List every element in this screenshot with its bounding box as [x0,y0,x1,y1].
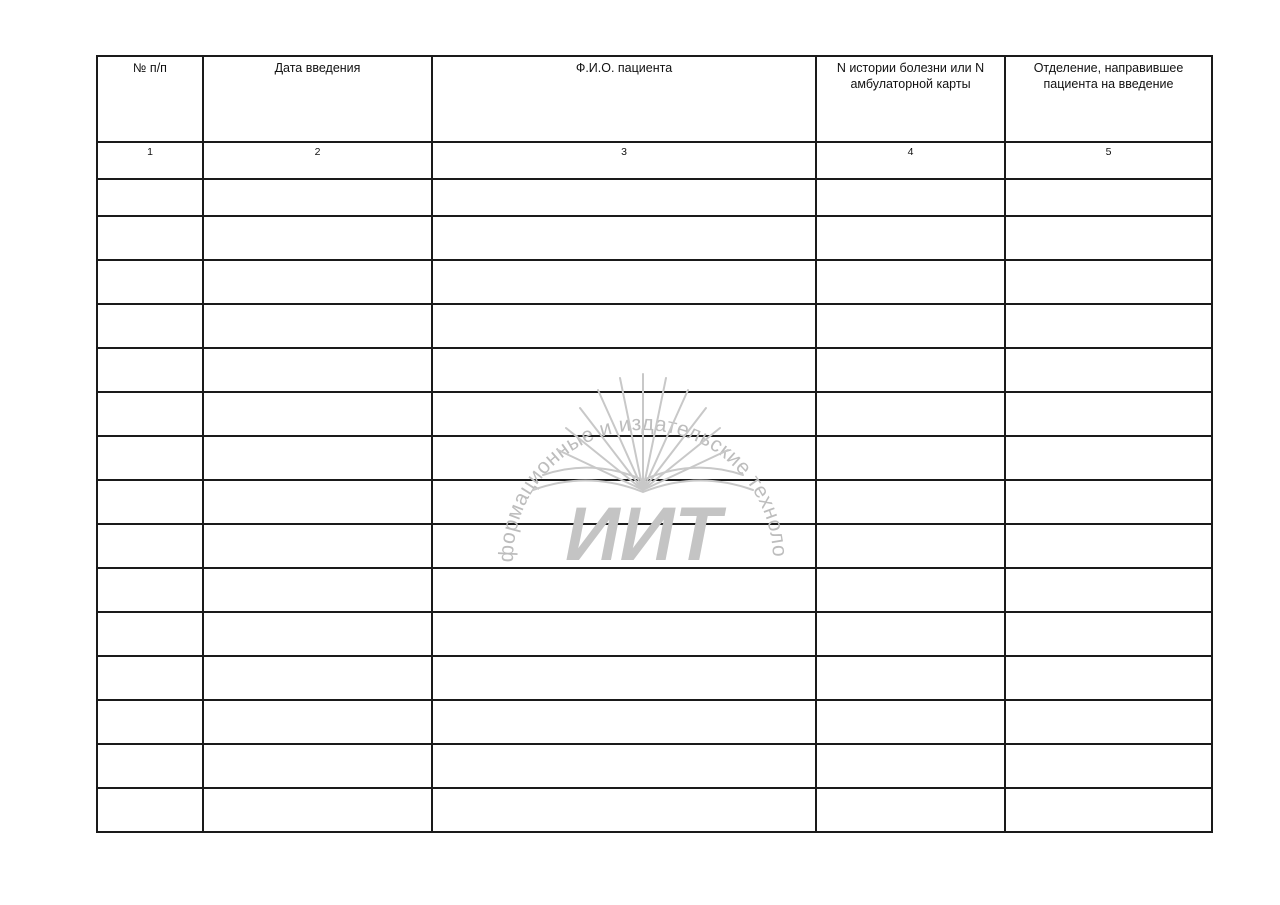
table-row [97,348,1212,392]
table-cell[interactable] [432,788,816,832]
table-cell[interactable] [97,179,203,216]
table-cell[interactable] [203,700,432,744]
table-cell[interactable] [432,392,816,436]
column-number-cell: 4 [816,142,1005,179]
table-cell[interactable] [203,436,432,480]
seal-arc-text: формационные и издательские техноло [494,411,792,563]
table-cell[interactable] [432,436,816,480]
table-row [97,656,1212,700]
table-cell[interactable] [816,260,1005,304]
table-cell[interactable] [1005,480,1212,524]
table-cell[interactable] [203,392,432,436]
table-row [97,612,1212,656]
header-cell-record-number [816,56,1005,142]
table-cell[interactable] [1005,216,1212,260]
table-cell[interactable] [816,700,1005,744]
table-cell[interactable] [203,744,432,788]
header-label-department: Отделение, направившее пациента на введение [1033,61,1184,91]
table-cell[interactable] [97,260,203,304]
table-cell[interactable] [432,216,816,260]
table-cell[interactable] [97,304,203,348]
header-cell-number [97,56,203,142]
table-row [97,304,1212,348]
header-row [97,56,1212,142]
table-row [97,568,1212,612]
table-cell[interactable] [1005,568,1212,612]
table-cell[interactable] [432,179,816,216]
table-cell[interactable] [97,524,203,568]
register-table [96,55,1213,833]
table-cell[interactable] [203,348,432,392]
table-cell[interactable] [1005,260,1212,304]
table-cell[interactable] [432,524,816,568]
table-row [97,480,1212,524]
table-cell[interactable] [203,260,432,304]
table-cell[interactable] [432,260,816,304]
table-cell[interactable] [97,348,203,392]
table-cell[interactable] [203,612,432,656]
column-number-cell: 5 [1005,142,1212,179]
table-cell[interactable] [203,568,432,612]
table-cell[interactable] [432,700,816,744]
table-cell[interactable] [203,524,432,568]
table-cell[interactable] [432,744,816,788]
table-cell[interactable] [203,304,432,348]
table-cell[interactable] [816,348,1005,392]
table-cell[interactable] [1005,700,1212,744]
table-cell[interactable] [1005,179,1212,216]
table-cell[interactable] [432,656,816,700]
table-cell[interactable] [816,656,1005,700]
table-row [97,524,1212,568]
table-cell[interactable] [1005,612,1212,656]
table-cell[interactable] [97,436,203,480]
column-number-cell: 3 [432,142,816,179]
table-row [97,744,1212,788]
table-cell[interactable] [97,700,203,744]
column-number-row [97,142,1212,179]
header-cell-date [203,56,432,142]
table-row [97,436,1212,480]
table-cell[interactable] [432,568,816,612]
table-cell[interactable] [97,656,203,700]
header-label-patient-name: Ф.И.О. пациента [575,61,673,75]
table-cell[interactable] [432,480,816,524]
table-cell[interactable] [203,179,432,216]
table-cell[interactable] [1005,436,1212,480]
table-cell[interactable] [97,612,203,656]
header-cell-patient-name [432,56,816,142]
table-cell[interactable] [816,480,1005,524]
table-cell[interactable] [1005,392,1212,436]
table-row [97,392,1212,436]
table-cell[interactable] [97,744,203,788]
table-cell[interactable] [432,304,816,348]
table-cell[interactable] [203,788,432,832]
table-cell[interactable] [816,436,1005,480]
table-row [97,216,1212,260]
table-cell[interactable] [203,480,432,524]
table-row [97,788,1212,832]
table-cell[interactable] [816,216,1005,260]
table-cell[interactable] [97,392,203,436]
table-cell[interactable] [1005,788,1212,832]
table-cell[interactable] [97,216,203,260]
table-cell[interactable] [97,788,203,832]
table-cell[interactable] [816,392,1005,436]
table-cell[interactable] [432,612,816,656]
table-cell[interactable] [97,568,203,612]
column-number-cell: 1 [97,142,203,179]
table-cell[interactable] [816,179,1005,216]
table-row [97,179,1212,216]
header-label-date: Дата введения [274,61,361,75]
table-cell[interactable] [1005,656,1212,700]
header-cell-department [1005,56,1212,142]
header-label-number: № п/п [133,61,167,75]
column-number-cell: 2 [203,142,432,179]
table-cell[interactable] [816,788,1005,832]
seal-logo-text: ИИТ [565,492,721,577]
table-cell[interactable] [203,656,432,700]
header-label-record-number: N истории болезни или N амбулаторной карты [836,61,985,91]
table-cell[interactable] [432,348,816,392]
table-cell[interactable] [1005,744,1212,788]
table-row [97,700,1212,744]
table-cell[interactable] [1005,304,1212,348]
table-cell[interactable] [97,480,203,524]
table-cell[interactable] [1005,524,1212,568]
table-cell[interactable] [1005,348,1212,392]
table-row [97,260,1212,304]
table-cell[interactable] [816,568,1005,612]
table-cell[interactable] [816,612,1005,656]
table-cell[interactable] [203,216,432,260]
table-cell[interactable] [816,524,1005,568]
table-cell[interactable] [816,744,1005,788]
table-cell[interactable] [816,304,1005,348]
